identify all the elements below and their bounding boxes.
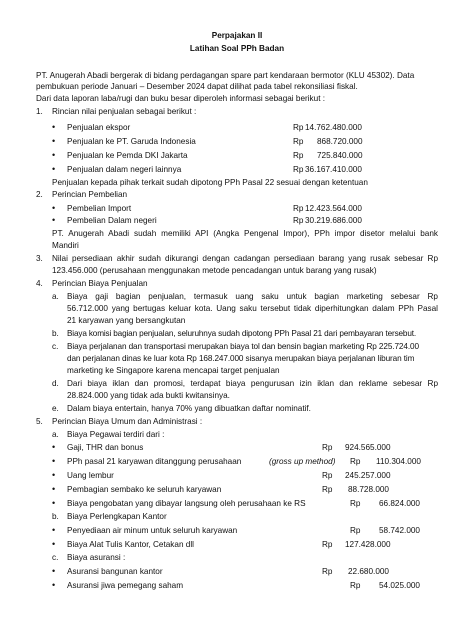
section-2-number: 2. — [36, 190, 43, 199]
currency-label: Rp — [322, 540, 333, 549]
intro-line-2: pembukuan periode Januari – Desember 2024 dapat dilihat pada tabel rekonsiliasi fiskal. — [36, 82, 358, 91]
bullet: • — [52, 215, 56, 225]
list-item-label: Biaya Alat Tulis Kantor, Cetakan dll — [67, 540, 194, 549]
section-2-note-line-2: Mandiri — [52, 241, 79, 250]
bullet: • — [52, 566, 56, 576]
employee-cost-title: Biaya Pegawai terdiri dari : — [67, 430, 165, 439]
currency-label: Rp — [293, 151, 304, 160]
bullet: • — [52, 498, 56, 508]
section-1-note: Penjualan kepada pihak terkait sudah dipotong PPh Pasal 22 sesuai dengan ketentuan — [52, 178, 368, 187]
amount: 14.762.480.000 — [305, 123, 362, 132]
amount: 245.257.000 — [345, 471, 391, 480]
bullet: • — [52, 456, 56, 466]
sales-cost-d-line-1: Dari biaya iklan dan promosi, terdapat biaya pengurusan izin iklan dan reklame sebesar Rp — [67, 379, 438, 388]
list-item-label: Pembelian Import — [67, 204, 132, 213]
section-1-title: Rincian nilai penjualan sebagai berikut : — [52, 107, 197, 116]
amount: 924.565.000 — [345, 443, 391, 452]
currency-label: Rp — [350, 499, 361, 508]
list-item-label: Biaya pengobatan yang dibayar langsung oleh perusahaan ke RS — [67, 499, 306, 508]
currency-label: Rp — [350, 457, 361, 466]
amount: 88.728.000 — [348, 485, 389, 494]
section-5-title: Perincian Biaya Umum dan Administrasi : — [52, 417, 203, 426]
amount: 54.025.000 — [379, 581, 420, 590]
list-item-label: Penyediaan air minum untuk seluruh karyawan — [67, 526, 238, 535]
list-item-label: Uang lembur — [67, 471, 114, 480]
intro-line-1: PT. Anugerah Abadi bergerak di bidang perdagangan spare part kendaraan bermotor (KLU 45302). Data — [36, 71, 415, 80]
item-marker: c. — [52, 342, 59, 351]
list-item-label: Penjualan dalam negeri lainnya — [67, 165, 182, 174]
bullet: • — [52, 525, 56, 535]
section-1-number: 1. — [36, 107, 43, 116]
sales-cost-e-line-1: Dalam biaya entertain, hanya 70% yang dibuatkan daftar nominatif. — [67, 404, 311, 413]
list-item-label: Penjualan ke PT. Garuda Indonesia — [67, 137, 196, 146]
page-subtitle: Latihan Soal PPh Badan — [189, 44, 285, 53]
sales-cost-c-line-1: Biaya perjalanan dan transportasi merupakan biaya tol dan bensin bagian marketing Rp 225.724.00 — [67, 342, 419, 351]
list-item-label: Gaji, THR dan bonus — [67, 443, 144, 452]
section-3-line-1: Nilai persediaan akhir sudah dikurangi dengan cadangan persediaan barang yang rusak sebesar Rp — [52, 254, 438, 263]
sales-cost-a-line-2: 56.712.000 yang bertugas keluar kota. Uang saku tersebut tidak diperhitungkan dalam PPh Pasal — [67, 304, 438, 313]
item-marker: c. — [52, 553, 59, 562]
bullet: • — [52, 470, 56, 480]
item-marker: b. — [52, 329, 59, 338]
bullet: • — [52, 150, 56, 160]
section-2-note-line-1: PT. Anugerah Abadi sudah memiliki API (Angka Pengenal Impor), PPh impor disetor melalui bank — [52, 229, 438, 238]
office-supplies-title: Biaya Perlengkapan Kantor — [67, 512, 167, 521]
sales-cost-c-line-2: dan perjalanan dinas ke luar kota Rp 168.247.000 sisanya merupakan biaya perjalanan liburan tim — [67, 354, 415, 363]
item-marker: a. — [52, 292, 59, 301]
currency-label: Rp — [350, 581, 361, 590]
amount: 12.423.564.000 — [305, 204, 362, 213]
currency-label: Rp — [322, 443, 333, 452]
page-title: Perpajakan II — [211, 31, 263, 40]
sales-cost-a-line-1: Biaya gaji bagian penjualan, termasuk uang saku untuk bagian marketing sebesar Rp — [67, 292, 438, 301]
bullet: • — [52, 484, 56, 494]
sales-cost-c-line-3: marketing ke Singapore karena mencapai target penjualan — [67, 366, 280, 375]
section-3-line-2: 123.456.000 (perusahaan menggunakan metode pencadangan untuk barang yang rusak) — [52, 266, 377, 275]
section-5-number: 5. — [36, 417, 43, 426]
amount: 58.742.000 — [379, 526, 420, 535]
item-marker: e. — [52, 404, 59, 413]
intro-line-3: Dari data laporan laba/rugi dan buku besar diperoleh informasi sebagai berikut : — [36, 94, 326, 103]
list-item-label: Asuransi jiwa pemegang saham — [67, 581, 184, 590]
item-marker: a. — [52, 430, 59, 439]
section-3-number: 3. — [36, 254, 43, 263]
currency-label: Rp — [322, 485, 333, 494]
section-4-title: Perincian Biaya Penjualan — [52, 279, 148, 288]
amount: 725.840.000 — [317, 151, 363, 160]
section-2-title: Perincian Pembelian — [52, 190, 128, 199]
item-marker: b. — [52, 512, 59, 521]
currency-label: Rp — [293, 216, 304, 225]
amount: 868.720.000 — [317, 137, 363, 146]
amount: 36.167.410.000 — [305, 165, 362, 174]
list-item-label: Penjualan ke Pemda DKI Jakarta — [67, 151, 188, 160]
bullet: • — [52, 164, 56, 174]
sales-cost-d-line-2: 28.824.000 yang tidak ada bukti kwitansinya. — [67, 391, 230, 400]
amount: 66.824.000 — [379, 499, 420, 508]
currency-label: Rp — [322, 567, 333, 576]
currency-label: Rp — [293, 165, 304, 174]
amount: 127.428.000 — [345, 540, 391, 549]
bullet: • — [52, 203, 56, 213]
bullet: • — [52, 122, 56, 132]
currency-label: Rp — [322, 471, 333, 480]
amount: 22.680.000 — [348, 567, 389, 576]
currency-label: Rp — [293, 204, 304, 213]
insurance-title: Biaya asuransi : — [67, 553, 126, 562]
sales-cost-b-line-1: Biaya komisi bagian penjualan, seluruhnya sudah dipotong PPh Pasal 21 dari pembayaran tersebut. — [67, 329, 416, 338]
list-item-label: PPh pasal 21 karyawan ditanggung perusahaan — [67, 457, 242, 466]
item-marker: d. — [52, 379, 59, 388]
bullet: • — [52, 580, 56, 590]
list-item-label: Pembelian Dalam negeri — [67, 216, 157, 225]
bullet: • — [52, 442, 56, 452]
bullet: • — [52, 136, 56, 146]
list-item-label: Pembagian sembako ke seluruh karyawan — [67, 485, 222, 494]
sales-cost-a-line-3: 21 karyawan yang bersangkutan — [67, 316, 186, 325]
method-note: (gross up method) — [269, 457, 336, 466]
currency-label: Rp — [293, 123, 304, 132]
currency-label: Rp — [350, 526, 361, 535]
section-4-number: 4. — [36, 279, 43, 288]
bullet: • — [52, 539, 56, 549]
amount: 110.304.000 — [376, 457, 421, 466]
list-item-label: Penjualan ekspor — [67, 123, 131, 132]
list-item-label: Asuransi bangunan kantor — [67, 567, 163, 576]
currency-label: Rp — [293, 137, 304, 146]
amount: 30.219.686.000 — [305, 216, 362, 225]
